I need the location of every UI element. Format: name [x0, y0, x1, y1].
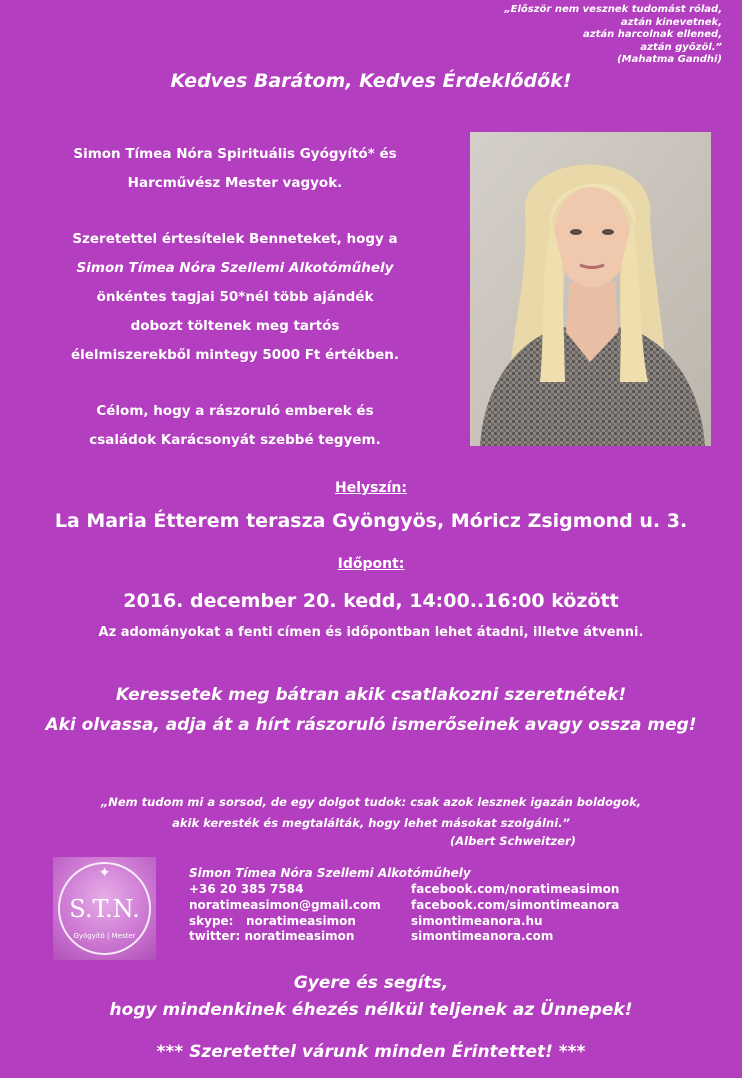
- intro-line: Szeretettel értesítelek Benneteket, hogy a: [72, 231, 398, 247]
- contact-twitter: twitter: noratimeasimon: [189, 929, 355, 944]
- intro-text: [40, 140, 430, 482]
- star-sparkle-icon: ✦: [98, 865, 111, 881]
- intro-line: Harcművész Mester vagyok.: [127, 175, 343, 191]
- intro-line: élelmiszerekből mintegy 5000 Ft értékben.: [70, 347, 400, 363]
- contact-facebook-1: facebook.com/noratimeasimon: [411, 882, 620, 896]
- quote-line: aztán harcolnak ellened,: [583, 29, 722, 40]
- time-value: 2016. december 20. kedd, 14:00..16:00 között: [123, 590, 619, 612]
- quote-author: (Albert Schweitzer): [450, 834, 576, 848]
- contact-right-column: [411, 882, 619, 945]
- quote-author: (Mahatma Gandhi): [617, 54, 722, 65]
- contact-phone: +36 20 385 7584: [189, 882, 304, 896]
- location-value: La Maria Étterem terasza Gyöngyös, Móricz Zsigmond u. 3.: [54, 510, 688, 532]
- portrait-photo: [470, 132, 711, 446]
- intro-paragraph-3: [40, 397, 430, 455]
- contact-website-1: simontimeanora.hu: [411, 913, 543, 928]
- time-label: Időpont:: [337, 556, 405, 572]
- logo-subtext: Gyógyító | Mester: [73, 932, 136, 940]
- greeting-heading: Kedves Barátom, Kedves Érdeklődők!: [170, 70, 572, 92]
- closing-line: Gyere és segíts,: [293, 973, 449, 993]
- quote-line: aztán győzöl.”: [640, 41, 722, 53]
- workshop-name: Simon Tímea Nóra Szellemi Alkotóműhely: [76, 260, 394, 276]
- intro-line: Célom, hogy a rászoruló emberek és: [96, 403, 374, 419]
- intro-line: dobozt töltenek meg tartós: [130, 318, 340, 334]
- closing-line: hogy mindenkinek éhezés nélkül teljenek az Ünnepek!: [109, 1000, 633, 1020]
- quote-line: „Nem tudom mi a sorsod, de egy dolgot tudok: csak azok lesznek igazán boldogok,: [100, 795, 642, 809]
- location-label: Helyszín:: [335, 480, 407, 496]
- contact-title: Simon Tímea Nóra Szellemi Alkotóműhely: [189, 866, 471, 880]
- time-note: Az adományokat a fenti címen és időpontban lehet átadni, illetve átvenni.: [98, 625, 644, 640]
- intro-line: családok Karácsonyát szebbé tegyem.: [89, 432, 381, 448]
- quote-line: „Először nem vesznek tudomást rólad,: [504, 4, 722, 15]
- quote-line: akik keresték és megtalálták, hogy lehet másokat szolgálni.”: [172, 816, 570, 830]
- quote-line: aztán kinevetnek,: [620, 16, 722, 28]
- intro-paragraph-1: [40, 140, 430, 198]
- contact-website-2: simontimeanora.com: [411, 929, 554, 944]
- schweitzer-quote: [0, 792, 742, 834]
- gandhi-quote: [422, 4, 722, 67]
- contact-email: noratimeasimon@gmail.com: [189, 897, 381, 912]
- intro-line: önkéntes tagjai 50*nél több ajándék: [96, 289, 374, 305]
- intro-line: Simon Tímea Nóra Spirituális Gyógyító* és: [73, 146, 397, 162]
- stn-logo: [53, 857, 156, 960]
- final-line: *** Szeretettel várunk minden Érintettet! ***: [156, 1042, 586, 1062]
- call-line: Aki olvassa, adja át a hírt rászoruló ismerőseinek avagy ossza meg!: [45, 715, 697, 735]
- closing-text: [0, 970, 742, 1024]
- intro-paragraph-2: [40, 225, 430, 370]
- call-to-action: [0, 680, 742, 740]
- contact-left-column: [189, 882, 381, 945]
- contact-skype: skype: noratimeasimon: [189, 913, 356, 928]
- portrait-illustration: [470, 132, 711, 446]
- call-line: Keressetek meg bátran akik csatlakozni szeretnétek!: [115, 685, 627, 705]
- logo-text: S.T.N.: [69, 895, 140, 923]
- contact-facebook-2: facebook.com/simontimeanora: [411, 897, 620, 912]
